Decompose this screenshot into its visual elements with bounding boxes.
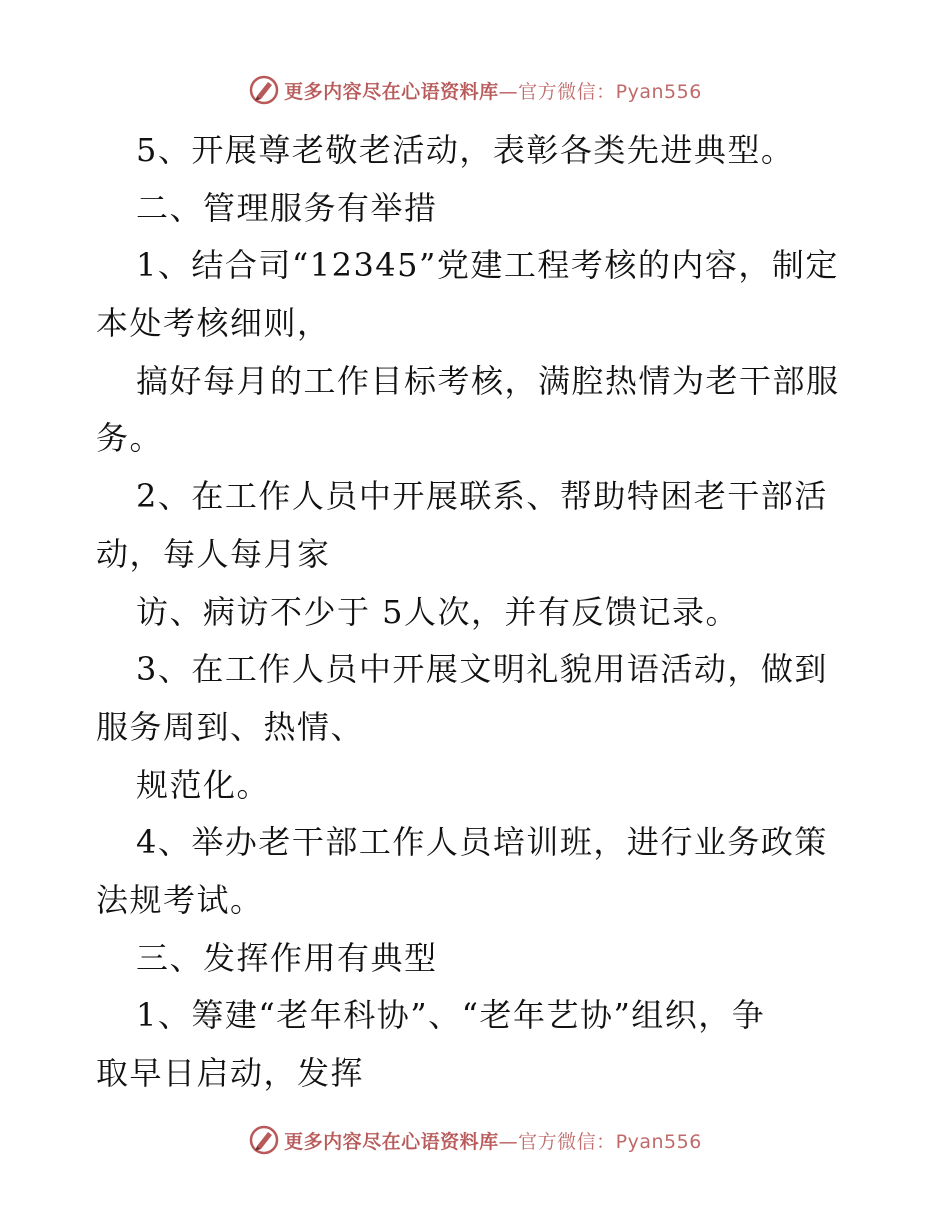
text-line: 法规考试。: [96, 880, 264, 919]
text-line: 访、病访不少于 5人次，并有反馈记录。: [136, 592, 740, 631]
footer-banner: [0, 1120, 950, 1160]
header-banner-title: 更多内容尽在心语资料库: [284, 80, 499, 103]
footer-banner-wechat: 官方微信：Pyan556: [518, 1130, 702, 1153]
header-banner-text: [284, 77, 702, 104]
text-line: 1、筹建“老年科协”、“老年艺协”组织，争: [136, 996, 766, 1035]
footer-banner-separator: —: [498, 1130, 519, 1153]
text-line: 动，每人每月家: [96, 534, 331, 573]
text-line: 1、结合司“12345”党建工程考核的内容，制定: [136, 246, 839, 285]
text-line: 4、举办老干部工作人员培训班，进行业务政策: [136, 823, 828, 862]
header-banner: [0, 70, 950, 110]
text-line: 3、在工作人员中开展文明礼貌用语活动，做到: [136, 650, 828, 689]
text-line: 搞好每月的工作目标考核，满腔热情为老干部服: [136, 361, 840, 400]
header-banner-separator: —: [498, 80, 519, 103]
text-line: 务。: [96, 419, 164, 458]
text-line: 服务周到、热情、: [96, 707, 365, 746]
text-line: 规范化。: [136, 765, 271, 804]
section-heading: 二、管理服务有举措: [136, 188, 438, 227]
text-line: 5、开展尊老敬老活动，表彰各类先进典型。: [136, 131, 795, 169]
header-banner-wechat: 官方微信：Pyan556: [518, 80, 702, 103]
document-body: [96, 122, 856, 1103]
footer-banner-text: [284, 1127, 702, 1154]
text-line: 2、在工作人员中开展联系、帮助特困老干部活: [136, 477, 828, 516]
text-line: 取早日启动，发挥: [96, 1054, 365, 1092]
footer-banner-title: 更多内容尽在心语资料库: [284, 1130, 499, 1153]
pen-logo-icon: [248, 74, 280, 106]
pen-logo-icon: [248, 1124, 280, 1156]
section-heading: 三、发挥作用有典型: [136, 938, 438, 977]
text-line: 本处考核细则，: [96, 304, 331, 343]
